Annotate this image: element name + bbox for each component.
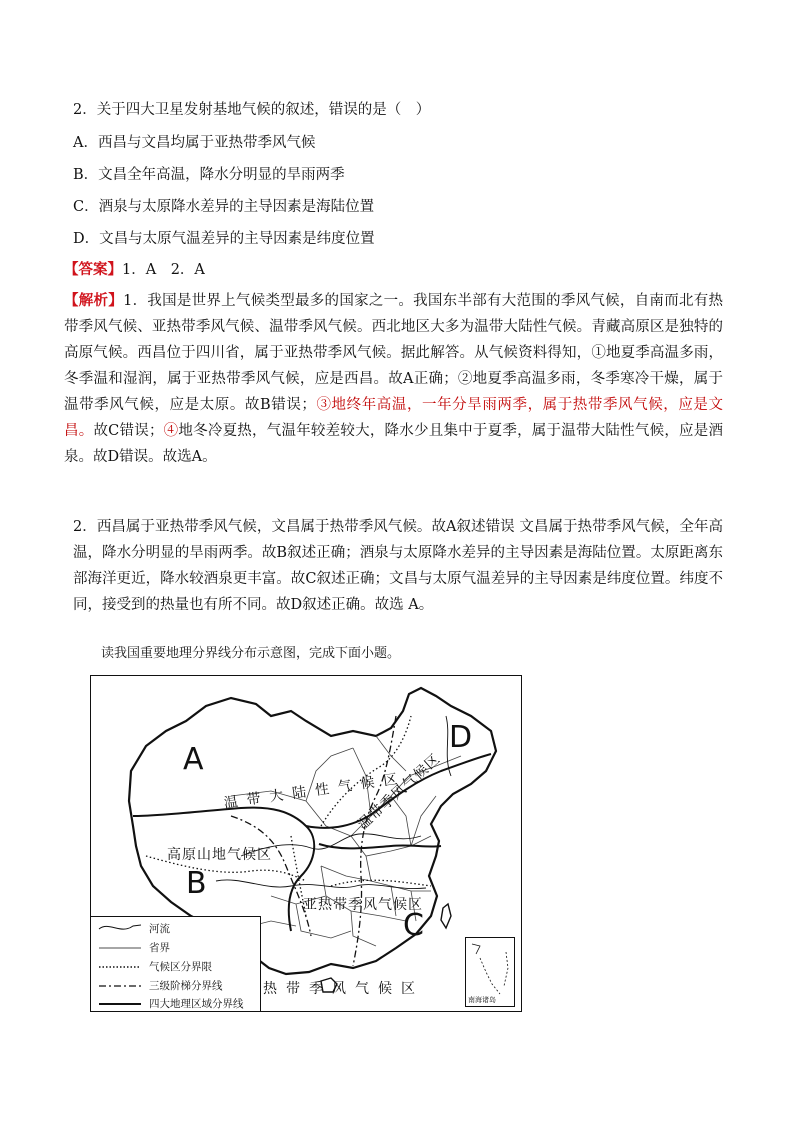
region-label-a: A: [183, 742, 204, 777]
region-label-d: D: [449, 720, 473, 755]
analysis-p1-c: 地冬冷夏热，气温年较差较大，降水少且集中于夏季，属于温带大陆性气候，应是酒泉。故D错误。故选A。: [64, 423, 723, 465]
option-a: A．西昌与文昌均属于亚热带季风气候: [73, 135, 316, 151]
legend-step-boundary: 三级阶梯分界线: [149, 980, 223, 992]
option-d: D．文昌与太原气温差异的主导因素是纬度位置: [73, 231, 375, 247]
question-stem: 2．关于四大卫星发射基地气候的叙述，错误的是（ ）: [73, 102, 431, 118]
zone-temperate-continental: 温带大陆性气候区: [222, 770, 408, 812]
legend-province-border: 省界: [149, 942, 170, 954]
legend-river: 河流: [149, 923, 170, 935]
analysis-p1-highlight: ③地终年高温，一年分旱雨两季，属于热带季风气候，应是文昌。: [64, 397, 724, 439]
answer-text: 1．A 2．A: [122, 262, 205, 278]
option-c: C．酒泉与太原降水差异的主导因素是海陆位置: [73, 199, 375, 215]
inset-label: 南海诸岛: [468, 996, 496, 1004]
analysis-p1-b: 故C错误；: [93, 423, 164, 439]
south-china-sea-inset: [465, 937, 515, 1007]
option-b: B．文昌全年高温，降水分明显的旱雨两季: [73, 167, 345, 183]
taiwan-island: [441, 904, 451, 928]
zone-temperate-monsoon: 温带季风气候区: [355, 750, 444, 834]
zone-plateau: 高原山地气候区: [167, 847, 272, 863]
map-intro: 读我国重要地理分界线分布示意图，完成下面小题。: [101, 646, 401, 661]
analysis-tag: 【解析】: [64, 292, 124, 309]
zone-subtropical-monsoon: 亚热带季风气候区: [303, 897, 423, 913]
china-boundary-map: [90, 675, 522, 1012]
analysis-paragraph-1: [64, 288, 723, 470]
legend-climate-boundary: 气候区分界限: [149, 961, 212, 973]
answer-tag: 【答案】: [64, 261, 122, 278]
zone-tropical-monsoon: 热带季风气候区: [263, 981, 424, 997]
region-label-c: C: [403, 908, 424, 943]
analysis-paragraph-2: 2．西昌属于亚热带季风气候，文昌属于热带季风气候。故A叙述错误 文昌属于热带季风气候，全年高温，降水分明显的旱雨两季。故B叙述正确；酒泉与太原降水差异的主导因素是海陆位置。太原距离东部海洋更近，降水较酒泉更丰富。故C叙述正确；文昌与太原气温差异的主导因素是纬度位置。纬度不同，接受到的热量也有所不同。故D叙述正确。故选 A。: [73, 519, 723, 613]
analysis-p1-highlight-2: ④: [163, 423, 179, 439]
map-legend: [91, 916, 261, 1011]
legend-region-boundary: 四大地理区域分界线: [149, 998, 244, 1010]
region-label-b: B: [186, 866, 207, 901]
answer-line: [64, 260, 205, 280]
analysis-p1-a: 1．我国是世界上气候类型最多的国家之一。我国东半部有大范围的季风气候，自南而北有热带季风气候、亚热带季风气候、温带季风气候。西北地区大多为温带大陆性气候。青藏高原区是独特的高原气候。西昌位于四川省，属于亚热带季风气候。据此解答。从气候资料得知，①地夏季高温多雨，冬季温和湿润，属于亚热带季风气候，应是西昌。故A正确；②地夏季高温多雨，冬季寒冷干燥，属于温带季风气候，应是太原。故B错误；: [64, 293, 723, 413]
